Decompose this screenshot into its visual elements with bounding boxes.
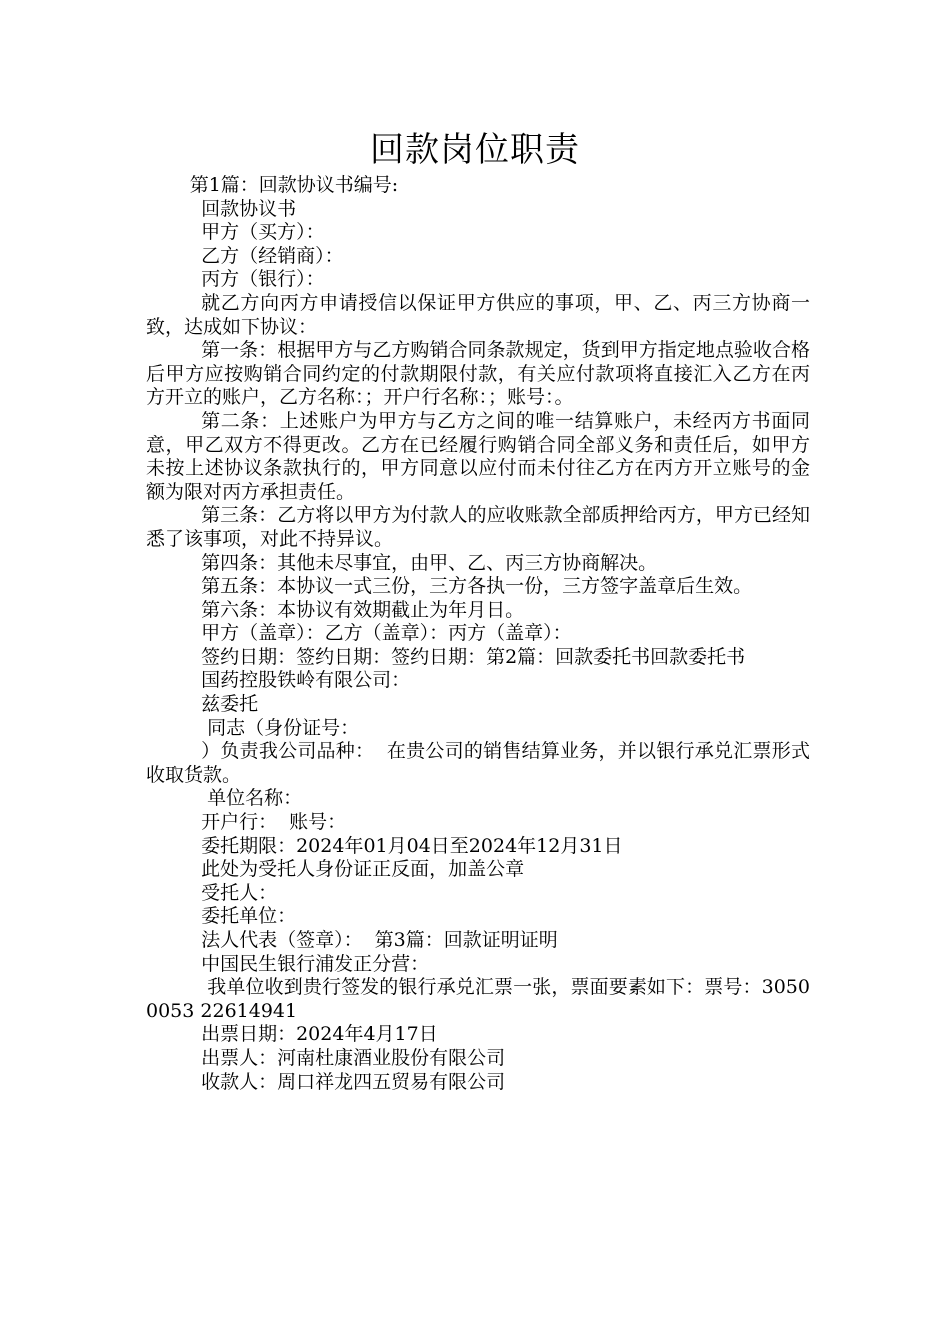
paragraph: 出票日期：2024年4月17日 [201, 1023, 438, 1046]
paragraph: 兹委托 [201, 693, 259, 716]
document-title: 回款岗位职责 [370, 130, 580, 170]
paragraph: 单位名称： [201, 787, 303, 810]
paragraph: 乙方（经销商）： [201, 244, 344, 267]
paragraph: 收款人：周口祥龙四五贸易有限公司 [201, 1070, 506, 1093]
paragraph: 就乙方向丙方申请授信以保证甲方供应的事项，甲、乙、丙三方协商一致，达成如下协议： [146, 291, 810, 338]
paragraph: 出票人：河南杜康酒业股份有限公司 [201, 1046, 506, 1069]
paragraph: 第1篇：回款协议书编号: [189, 174, 399, 196]
document-body [146, 174, 810, 1094]
paragraph: ）负责我公司品种： 在贵公司的销售结算业务，并以银行承兑汇票形式收取货款。 [146, 740, 810, 786]
paragraph: 受托人： [201, 881, 278, 904]
paragraph: 法人代表（签章）： 第3篇：回款证明证明 [201, 929, 558, 951]
paragraph: 回款协议书 [201, 197, 297, 220]
paragraph: 此处为受托人身份证正反面，加盖公章 [201, 858, 525, 881]
paragraph: 开户行： 账号： [201, 811, 347, 834]
paragraph: 第三条：乙方将以甲方为付款人的应收账款全部质押给丙方，甲方已经知悉了该事项，对此不持异议。 [146, 504, 810, 550]
paragraph: 丙方（银行）： [201, 268, 325, 291]
paragraph: 同志（身份证号： [201, 716, 360, 739]
paragraph: 甲方（买方）： [201, 221, 325, 244]
paragraph: 委托单位： [201, 905, 297, 928]
paragraph: 第四条：其他未尽事宜，由甲、乙、丙三方协商解决。 [201, 551, 658, 574]
paragraph: 第一条：根据甲方与乙方购销合同条款规定，货到甲方指定地点验收合格后甲方应按购销合同约定的付款期限付款，有关应付款项将直接汇入乙方在丙方开立的账户，乙方名称：；开户行名称：；账号：。 [146, 339, 810, 409]
paragraph: 委托期限：2024年01月04日至2024年12月31日 [201, 834, 623, 857]
paragraph: 第二条：上述账户为甲方与乙方之间的唯一结算账户，未经丙方书面同意，甲乙双方不得更改。乙方在已经履行购销合同全部义务和责任后，如甲方未按上述协议条款执行的，甲方同意以应付而未付往乙方在丙方开立账号的金额为限对丙方承担责任。 [146, 409, 810, 503]
paragraph: 甲方（盖章）：乙方（盖章）：丙方（盖章）： [201, 622, 572, 645]
paragraph: 签约日期：签约日期：签约日期：第2篇：回款委托书回款委托书 [201, 645, 746, 668]
paragraph: 第五条：本协议一式三份，三方各执一份，三方签字盖章后生效。 [201, 575, 753, 598]
paragraph: 第六条：本协议有效期截止为年月日。 [201, 598, 525, 621]
paragraph: 中国民生银行浦发正分营： [201, 952, 430, 975]
paragraph: 国药控股铁岭有限公司： [201, 669, 411, 692]
paragraph: 我单位收到贵行签发的银行承兑汇票一张，票面要素如下：票号：30500053 22614941 [146, 976, 810, 1022]
